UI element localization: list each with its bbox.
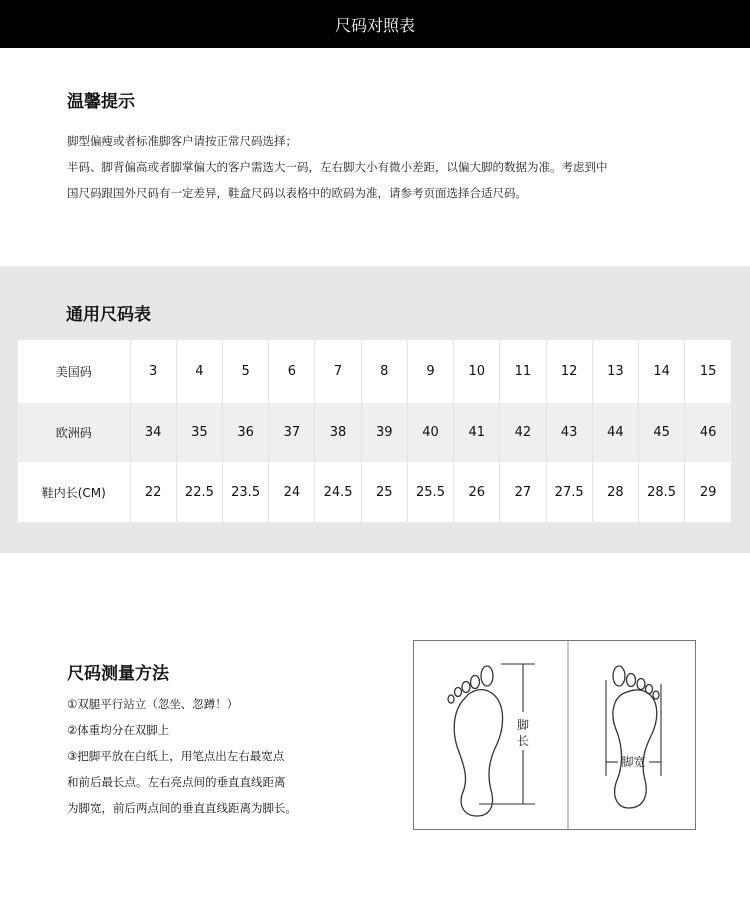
tips-line: 半码、脚背偏高或者脚掌偏大的客户需选大一码，左右脚大小有微小差距，以偏大脚的数据为准。考虑到中 <box>67 160 608 174</box>
table-cell: 27.5 <box>546 462 592 522</box>
table-cell: 42 <box>500 403 546 462</box>
table-cell: 44 <box>592 403 638 462</box>
table-cell: 46 <box>685 403 731 462</box>
row-label-cm: 鞋内长(CM) <box>18 462 130 522</box>
table-cell: 15 <box>685 340 731 403</box>
table-cell: 35 <box>176 403 222 462</box>
table-cell: 39 <box>361 403 407 462</box>
measure-title: 尺码测量方法 <box>67 664 169 684</box>
table-cell: 5 <box>223 340 269 403</box>
measure-step: 和前后最长点。左右亮点间的垂直直线距离 <box>67 775 286 789</box>
measure-step: 为脚宽，前后两点间的垂直直线距离为脚长。 <box>67 801 297 815</box>
table-row-eu <box>18 403 731 462</box>
tips-line: 国尺码跟国外尺码有一定差异，鞋盒尺码以表格中的欧码为准，请参考页面选择合适尺码。 <box>67 186 527 200</box>
table-cell: 29 <box>685 462 731 522</box>
table-cell: 22 <box>130 462 176 522</box>
measure-step: ②体重均分在双脚上 <box>67 723 170 737</box>
foot-measure-diagram <box>413 640 696 830</box>
table-cell: 7 <box>315 340 361 403</box>
row-label-eu: 欧洲码 <box>18 403 130 462</box>
measure-body <box>67 691 297 821</box>
size-table-title: 通用尺码表 <box>66 305 151 325</box>
header-title: 尺码对照表 <box>334 15 415 35</box>
table-cell: 14 <box>638 340 684 403</box>
table-cell: 23.5 <box>223 462 269 522</box>
table-cell: 3 <box>130 340 176 403</box>
table-cell: 34 <box>130 403 176 462</box>
table-row-us <box>18 340 731 403</box>
tips-body <box>67 128 707 206</box>
table-cell: 24 <box>269 462 315 522</box>
tips-line: 脚型偏瘦或者标准脚客户请按正常尺码选择； <box>67 134 297 148</box>
table-cell: 9 <box>407 340 453 403</box>
measure-step: ①双腿平行站立（忽坐、忽蹲！） <box>67 697 239 711</box>
table-cell: 38 <box>315 403 361 462</box>
table-cell: 26 <box>454 462 500 522</box>
table-cell: 12 <box>546 340 592 403</box>
page-header <box>0 0 750 48</box>
table-cell: 41 <box>454 403 500 462</box>
table-cell: 11 <box>500 340 546 403</box>
table-cell: 37 <box>269 403 315 462</box>
foot-length-label-2: 长 <box>516 734 530 748</box>
table-cell: 45 <box>638 403 684 462</box>
table-cell: 25 <box>361 462 407 522</box>
row-label-us: 美国码 <box>18 340 130 403</box>
tips-title: 温馨提示 <box>67 92 135 112</box>
table-cell: 6 <box>269 340 315 403</box>
table-cell: 4 <box>176 340 222 403</box>
table-cell: 24.5 <box>315 462 361 522</box>
table-cell: 43 <box>546 403 592 462</box>
measure-step: ③把脚平放在白纸上，用笔点出左右最宽点 <box>67 749 285 763</box>
foot-width-label: 脚宽 <box>621 755 646 769</box>
table-cell: 28.5 <box>638 462 684 522</box>
table-cell: 25.5 <box>407 462 453 522</box>
table-cell: 28 <box>592 462 638 522</box>
table-cell: 13 <box>592 340 638 403</box>
table-cell: 36 <box>223 403 269 462</box>
table-cell: 27 <box>500 462 546 522</box>
table-cell: 22.5 <box>176 462 222 522</box>
table-cell: 8 <box>361 340 407 403</box>
table-cell: 40 <box>407 403 453 462</box>
foot-length-label-1: 脚 <box>516 718 530 732</box>
size-table <box>18 340 731 522</box>
table-cell: 10 <box>454 340 500 403</box>
table-row-cm <box>18 462 731 522</box>
